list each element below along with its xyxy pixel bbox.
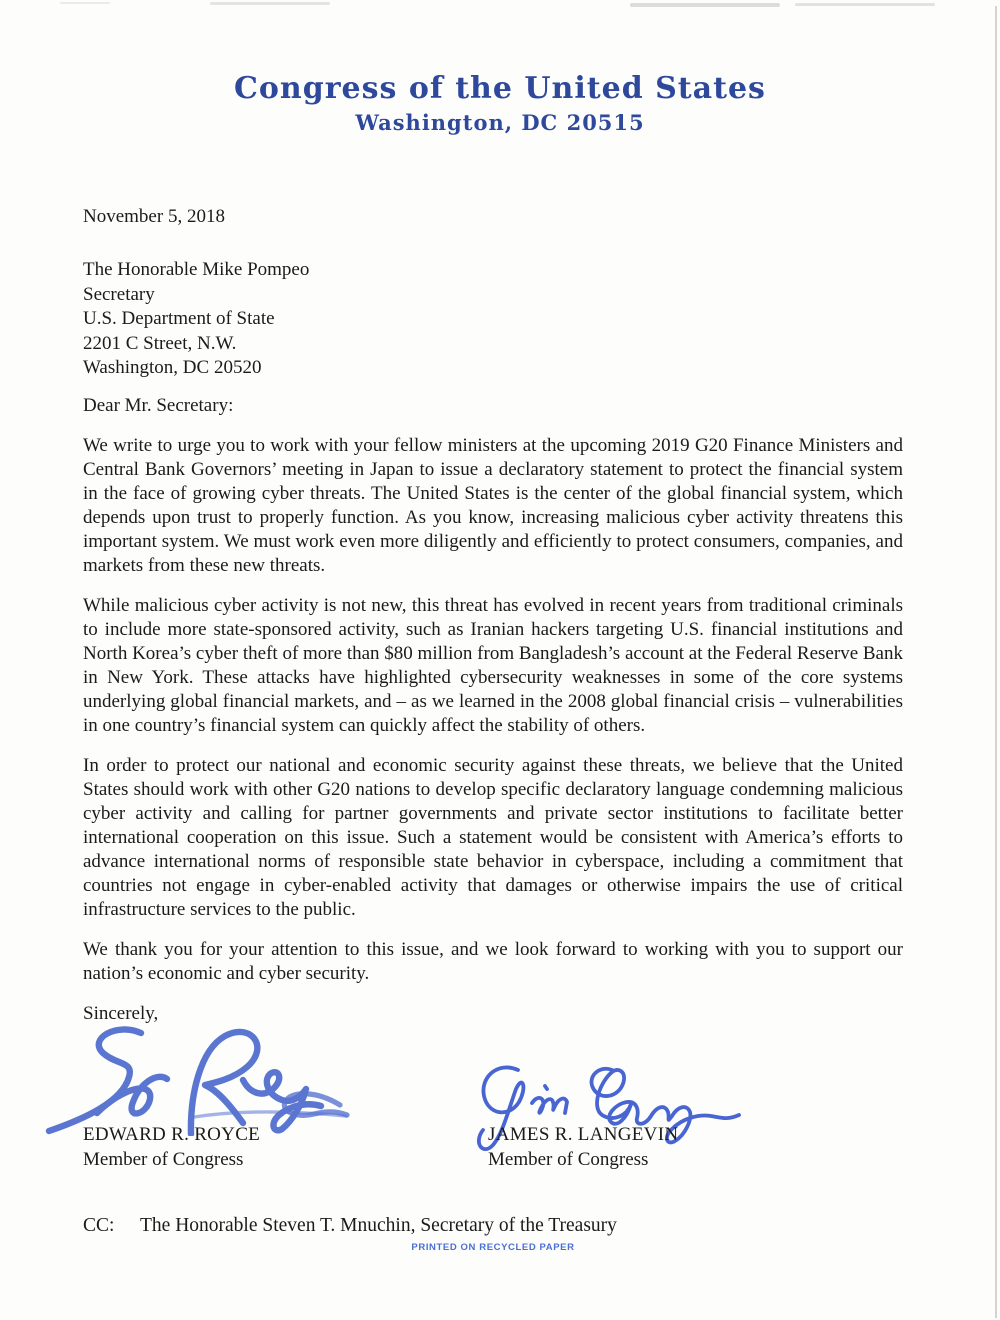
royce-signature — [44, 1022, 350, 1136]
recipient-agency: U.S. Department of State — [83, 308, 275, 329]
letter-body — [83, 205, 903, 1026]
letterhead-title: Congress of the United States — [234, 71, 766, 106]
letterhead-subtitle: Washington, DC 20515 — [355, 110, 645, 135]
scan-artifact — [210, 2, 330, 5]
scan-edge-artifact — [995, 6, 997, 1318]
scan-artifact — [630, 3, 780, 7]
cc-label: CC: — [83, 1215, 115, 1236]
recipient-title: Secretary — [83, 283, 155, 305]
signer-name-royce: EDWARD R. ROYCE — [83, 1124, 261, 1145]
cc-text: The Honorable Steven T. Mnuchin, Secretary of the Treasury — [140, 1215, 617, 1236]
recycled-paper-note: PRINTED ON RECYCLED PAPER — [411, 1242, 575, 1253]
recipient-block — [83, 258, 903, 381]
date-line: November 5, 2018 — [83, 206, 225, 227]
salutation: Dear Mr. Secretary: — [83, 394, 234, 416]
signer-title-langevin: Member of Congress — [488, 1149, 649, 1170]
signer-title-royce: Member of Congress — [83, 1149, 244, 1170]
recipient-street: 2201 C Street, N.W. — [83, 332, 237, 354]
scan-artifact — [795, 3, 935, 6]
signer-block-langevin — [488, 1122, 818, 1172]
cc-row — [83, 1215, 617, 1237]
scan-artifact — [60, 2, 110, 4]
recipient-name: The Honorable Mike Pompeo — [83, 259, 310, 280]
signer-block-royce — [83, 1122, 413, 1172]
signer-name-langevin: JAMES R. LANGEVIN — [488, 1124, 679, 1145]
recipient-city: Washington, DC 20520 — [83, 357, 262, 378]
body-paragraph-2: While malicious cyber activity is not new, this threat has evolved in recent years from traditional criminals to include more state-sponsored activity, such as Iranian hackers targeting U.S. financial institutions and North Korea’s cyber theft of more than $80 million from Bangladesh’s account at the Federal Reserve Bank in New York. These attacks have highlighted cybersecurity weaknesses in some of the core systems underlying global financial markets, and – as we learned in the 2008 global financial crisis – vulnerabilities in one country’s financial system can quickly affect the stability of others. — [83, 594, 903, 736]
body-paragraph-3: In order to protect our national and economic security against these threats, we believe that the United States should work with other G20 nations to develop specific declaratory language condemning malicious cyber activity and calling for partner governments and private sector institutions to facilitate better international cooperation on this issue. Such a statement would be consistent with America’s efforts to advance international norms of responsible state behavior in cyberspace, including a commitment that countries not engage in cyber-enabled activity that damages or otherwise impairs the use of critical infrastructure services to the public. — [83, 754, 903, 920]
letterhead — [0, 72, 1000, 135]
body-paragraph-4: We thank you for your attention to this issue, and we look forward to working with you to support our nation’s economic and cyber security. — [83, 938, 903, 984]
closing: Sincerely, — [83, 1002, 159, 1024]
body-paragraph-1: We write to urge you to work with your fellow ministers at the upcoming 2019 G20 Finance Ministers and Central Bank Governors’ meeting in Japan to issue a declaratory statement to protect the financial system in the face of growing cyber threats. The United States is the center of the global financial system, which depends upon trust to properly function. As you know, increasing malicious cyber activity threatens this important system. We must work even more diligently and efficiently to protect consumers, companies, and markets from these new threats. — [83, 434, 903, 576]
